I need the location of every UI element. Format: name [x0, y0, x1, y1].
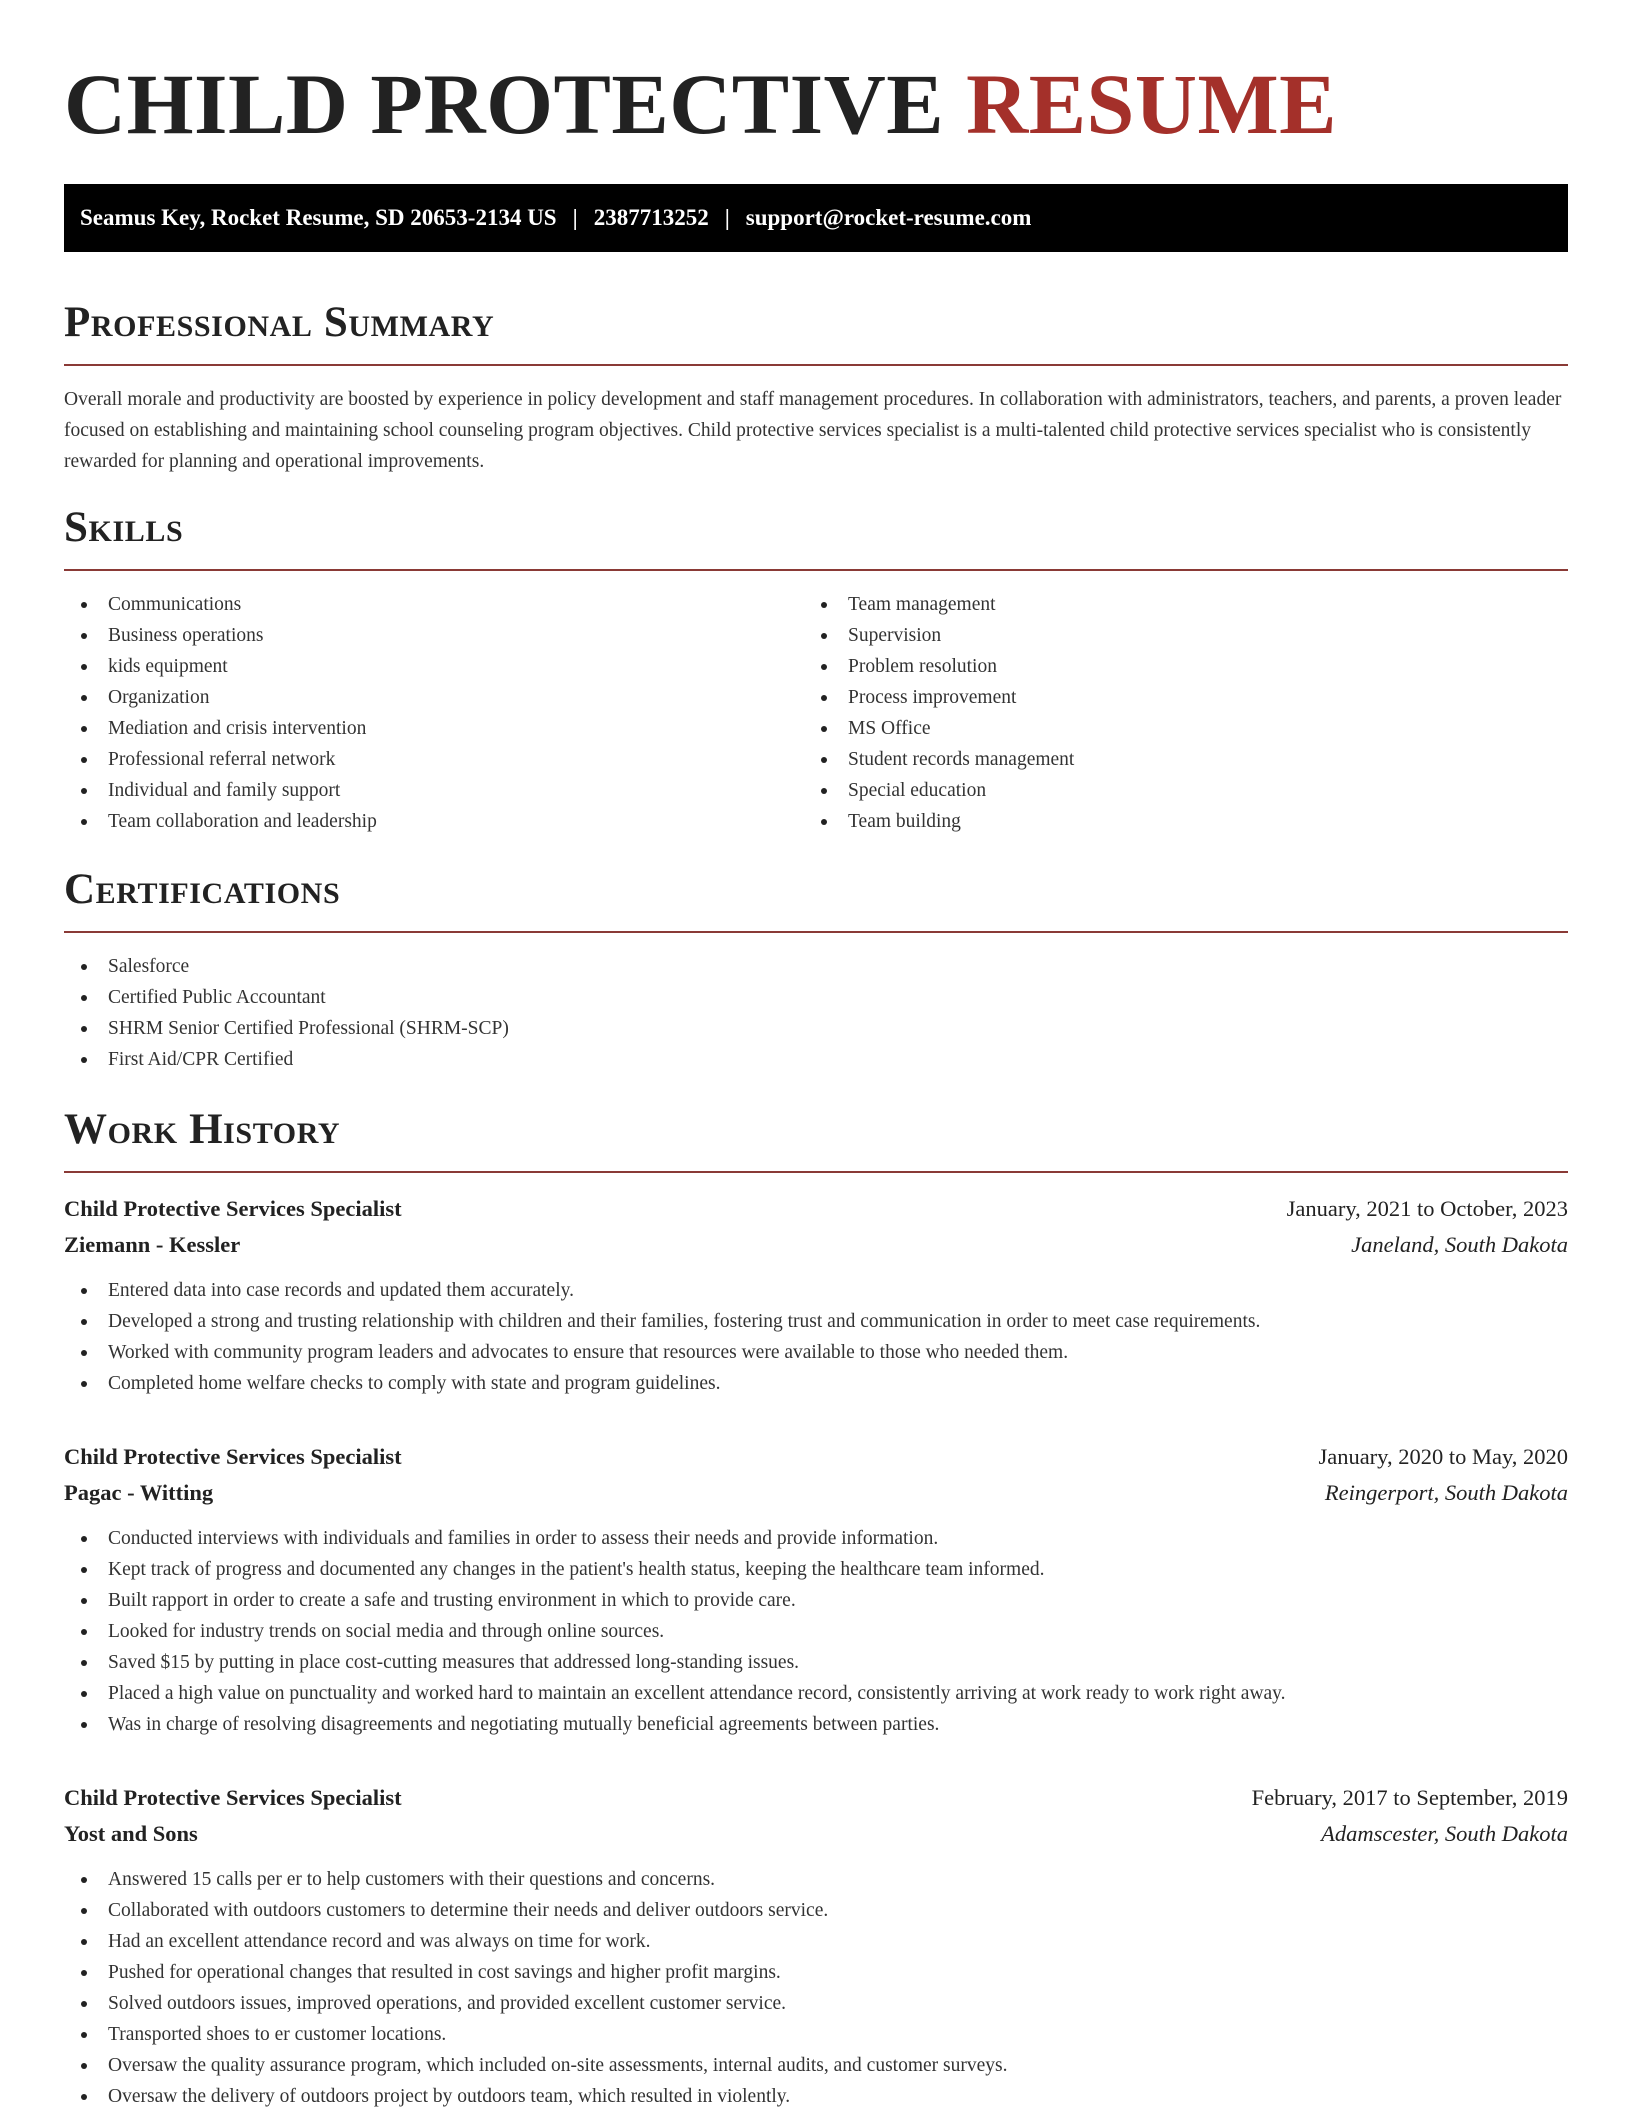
list-item: Worked with community program leaders and advocates to ensure that resources were available to those who needed them.	[64, 1337, 1568, 1368]
list-item: Team management	[804, 589, 1544, 620]
title-accent: RESUME	[966, 56, 1338, 152]
list-item: Conducted interviews with individuals and families in order to assess their needs and provide information.	[64, 1523, 1568, 1554]
list-item: Individual and family support	[64, 775, 804, 806]
job-subheader-row	[64, 1816, 1568, 1852]
certifications-list	[64, 951, 1568, 1075]
skills-column-left	[64, 589, 804, 837]
list-item: Kept track of progress and documented any changes in the patient's health status, keeping the healthcare team informed.	[64, 1554, 1568, 1585]
list-item: Student records management	[804, 744, 1544, 775]
job-company: Yost and Sons	[64, 1821, 198, 1846]
list-item: Built rapport in order to create a safe and trusting environment in which to provide care.	[64, 1585, 1568, 1616]
list-item: Organization	[64, 682, 804, 713]
contact-bar	[64, 184, 1568, 252]
summary-section	[64, 298, 1568, 477]
job-entry	[64, 1780, 1568, 2112]
skills-list-left	[64, 589, 804, 837]
job-company: Ziemann - Kessler	[64, 1232, 241, 1257]
title-main: CHILD PROTECTIVE	[64, 56, 945, 152]
job-dates: January, 2021 to October, 2023	[1286, 1196, 1568, 1221]
section-divider	[64, 569, 1568, 571]
list-item: Was in charge of resolving disagreements and negotiating mutually beneficial agreements between parties.	[64, 1709, 1568, 1740]
list-item: Saved $15 by putting in place cost-cutting measures that addressed long-standing issues.	[64, 1647, 1568, 1678]
list-item: Team building	[804, 806, 1544, 837]
job-entry	[64, 1191, 1568, 1399]
job-location: Janeland, South Dakota	[1351, 1232, 1568, 1257]
job-duties-list	[64, 1275, 1568, 1399]
contact-phone: 2387713252	[593, 205, 709, 230]
list-item: Pushed for operational changes that resulted in cost savings and higher profit margins.	[64, 1957, 1568, 1988]
contact-separator: |	[724, 205, 730, 230]
list-item: Mediation and crisis intervention	[64, 713, 804, 744]
skills-column-right	[804, 589, 1544, 837]
job-entry	[64, 1439, 1568, 1740]
list-item: Had an excellent attendance record and was always on time for work.	[64, 1926, 1568, 1957]
job-header-row	[64, 1191, 1568, 1227]
skills-section	[64, 503, 1568, 837]
skills-grid	[64, 589, 1568, 837]
summary-heading: Professional Summary	[64, 299, 495, 346]
job-duties-list	[64, 1864, 1568, 2112]
skills-list-right	[804, 589, 1544, 837]
list-item: Oversaw the quality assurance program, which included on-site assessments, internal audits, and customer surveys.	[64, 2050, 1568, 2081]
list-item: Oversaw the delivery of outdoors project by outdoors team, which resulted in violently.	[64, 2081, 1568, 2112]
job-location: Adamscester, South Dakota	[1321, 1821, 1568, 1846]
list-item: Developed a strong and trusting relationship with children and their families, fostering trust and communication in order to meet case requirements.	[64, 1306, 1568, 1337]
list-item: Team collaboration and leadership	[64, 806, 804, 837]
section-divider	[64, 1171, 1568, 1173]
list-item: kids equipment	[64, 651, 804, 682]
contact-separator: |	[572, 205, 578, 230]
list-item: Collaborated with outdoors customers to determine their needs and deliver outdoors service.	[64, 1895, 1568, 1926]
list-item: Supervision	[804, 620, 1544, 651]
job-subheader-row	[64, 1227, 1568, 1263]
work-history-section	[64, 1105, 1568, 2112]
list-item: Looked for industry trends on social media and through online sources.	[64, 1616, 1568, 1647]
job-title: Child Protective Services Specialist	[64, 1444, 402, 1469]
list-item: Salesforce	[64, 951, 1568, 982]
list-item: Entered data into case records and updated them accurately.	[64, 1275, 1568, 1306]
job-header-row	[64, 1439, 1568, 1475]
certifications-section	[64, 865, 1568, 1075]
certifications-heading: Certifications	[64, 866, 341, 913]
job-duties-list	[64, 1523, 1568, 1740]
skills-heading: Skills	[64, 504, 184, 551]
list-item: First Aid/CPR Certified	[64, 1044, 1568, 1075]
list-item: SHRM Senior Certified Professional (SHRM-SCP)	[64, 1013, 1568, 1044]
list-item: Placed a high value on punctuality and worked hard to maintain an excellent attendance record, consistently arriving at work ready to work right away.	[64, 1678, 1568, 1709]
job-dates: February, 2017 to September, 2019	[1251, 1785, 1568, 1810]
contact-address: Seamus Key, Rocket Resume, SD 20653-2134 US	[80, 205, 557, 230]
list-item: MS Office	[804, 713, 1544, 744]
list-item: Process improvement	[804, 682, 1544, 713]
list-item: Answered 15 calls per er to help customers with their questions and concerns.	[64, 1864, 1568, 1895]
job-dates: January, 2020 to May, 2020	[1318, 1444, 1568, 1469]
list-item: Certified Public Accountant	[64, 982, 1568, 1013]
job-company: Pagac - Witting	[64, 1480, 214, 1505]
list-item: Business operations	[64, 620, 804, 651]
list-item: Solved outdoors issues, improved operations, and provided excellent customer service.	[64, 1988, 1568, 2019]
list-item: Completed home welfare checks to comply with state and program guidelines.	[64, 1368, 1568, 1399]
list-item: Professional referral network	[64, 744, 804, 775]
list-item: Problem resolution	[804, 651, 1544, 682]
job-location: Reingerport, South Dakota	[1324, 1480, 1568, 1505]
job-title: Child Protective Services Specialist	[64, 1785, 402, 1810]
job-subheader-row	[64, 1475, 1568, 1511]
job-title: Child Protective Services Specialist	[64, 1196, 402, 1221]
list-item: Transported shoes to er customer locations.	[64, 2019, 1568, 2050]
resume-title	[64, 58, 1568, 150]
section-divider	[64, 931, 1568, 933]
contact-email[interactable]: support@rocket-resume.com	[745, 205, 1032, 230]
job-header-row	[64, 1780, 1568, 1816]
list-item: Communications	[64, 589, 804, 620]
section-divider	[64, 364, 1568, 366]
list-item: Special education	[804, 775, 1544, 806]
work-history-heading: Work History	[64, 1106, 341, 1153]
summary-text: Overall morale and productivity are boosted by experience in policy development and staff management procedures. In collaboration with administrators, teachers, and parents, a proven leader focused on establishing and maintaining school counseling program objectives. Child protective services specialist is a multi-talented child protective services specialist who is consistently rewarded for planning and operational improvements.	[64, 389, 1562, 472]
